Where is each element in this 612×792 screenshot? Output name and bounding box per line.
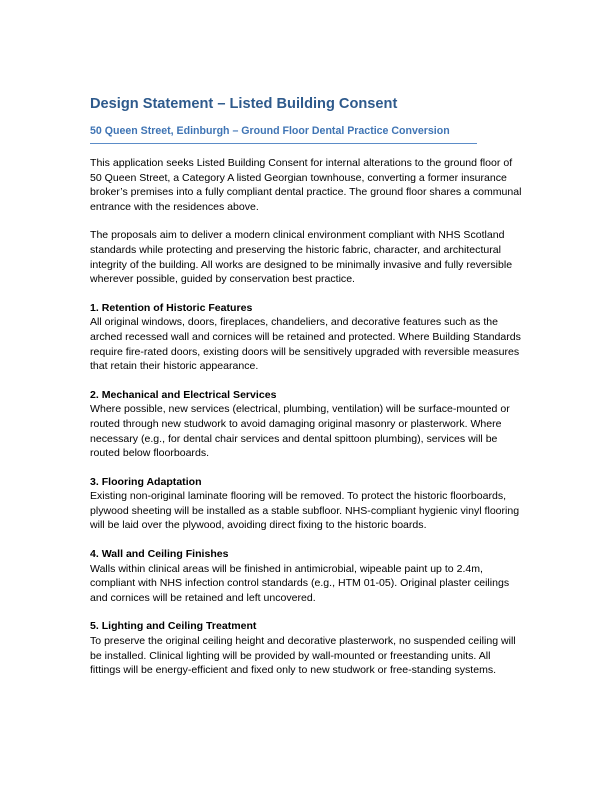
section-mechanical-and-electrical-services (90, 388, 522, 461)
section-lighting-and-ceiling-treatment (90, 619, 522, 677)
document-page (90, 96, 522, 678)
document-subtitle: 50 Queen Street, Edinburgh – Ground Floor Dental Practice Conversion (90, 125, 450, 137)
document-title: Design Statement – Listed Building Consent (90, 96, 398, 112)
section-heading: 2. Mechanical and Electrical Services (90, 388, 277, 401)
section-heading: 5. Lighting and Ceiling Treatment (90, 620, 257, 633)
subtitle-underline (90, 143, 477, 144)
section-heading: 3. Flooring Adaptation (90, 475, 202, 488)
section-retention-of-historic-features (90, 301, 522, 374)
section-wall-and-ceiling-finishes (90, 547, 522, 605)
section-text: Existing non-original laminate flooring will be removed. To protect the historic floorboards, plywood sheeting will be installed as a stable subfloor. NHS-compliant hygienic vinyl flooring will be laid over the plywood, avoiding direct fixing to the historic boards. (90, 490, 520, 532)
intro-paragraph: This application seeks Listed Building Consent for internal alterations to the ground floor of 50 Queen Street, a Category A listed Georgian townhouse, converting a former insurance broker’s premises into a fully compliant dental practice. The ground floor shares a communal entrance with the residences above. (90, 157, 522, 213)
section-heading: 4. Wall and Ceiling Finishes (90, 548, 229, 561)
section-text: All original windows, doors, fireplaces, chandeliers, and decorative features such as the arched recessed wall and cornices will be retained and protected. Where Building Standards require fire-rated doors, existing doors will be sensitively upgraded with reversible measures that retain their historic appearance. (90, 316, 521, 373)
intro-paragraph: The proposals aim to deliver a modern clinical environment compliant with NHS Scotland standards while protecting and preserving the historic fabric, character, and architectural integrity of the building. All works are designed to be minimally invasive and fully reversible wherever possible, guided by conservation best practice. (90, 229, 513, 286)
section-text: To preserve the original ceiling height and decorative plasterwork, no suspended ceiling will be installed. Clinical lighting will be provided by wall-mounted or freestanding units. All fittings will be energy-efficient and fixed only to new studwork or free-standing systems. (90, 635, 516, 677)
section-heading: 1. Retention of Historic Features (90, 301, 253, 314)
section-flooring-adaptation (90, 475, 522, 533)
section-text: Walls within clinical areas will be finished in antimicrobial, wipeable paint up to 2.4m, compliant with NHS infection control standards (e.g., HTM 01-05). Original plaster ceilings and cornices will be retained and left uncovered. (90, 562, 510, 604)
section-text: Where possible, new services (electrical, plumbing, ventilation) will be surface-mounted or routed through new studwork to avoid damaging original masonry or plasterwork. Where necessary (e.g., for dental chair services and dental spittoon plumbing), services will be routed below floorboards. (90, 403, 510, 460)
